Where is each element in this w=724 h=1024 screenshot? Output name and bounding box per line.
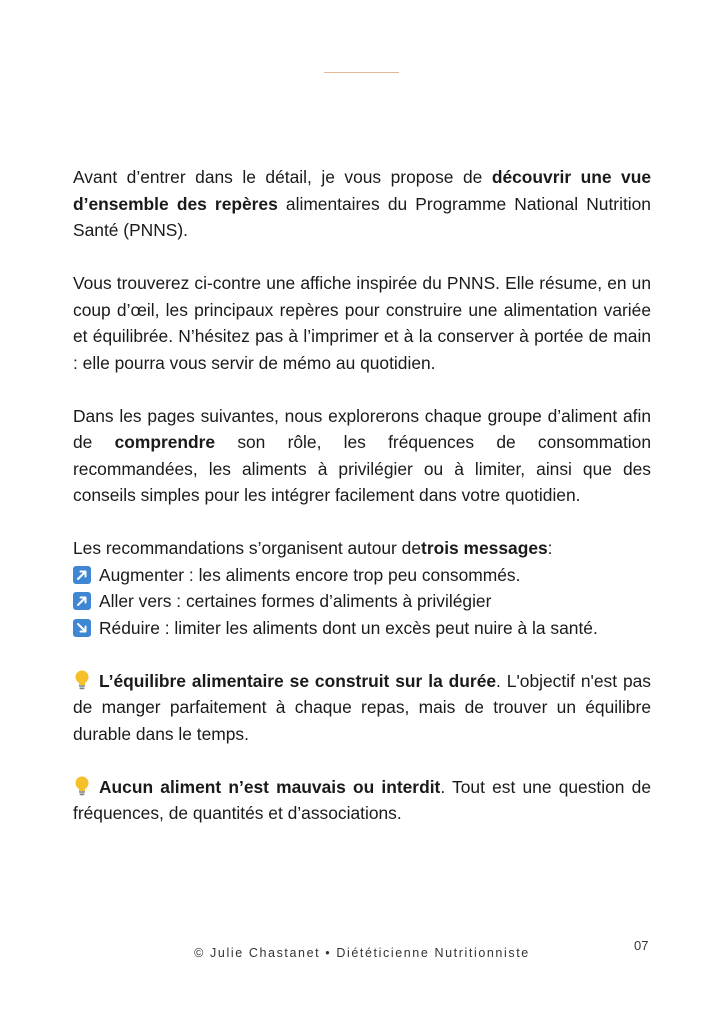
explore-bold-text: comprendre bbox=[114, 432, 216, 452]
message-item-text: Aller vers : certaines formes d’aliments à privilégier bbox=[99, 591, 492, 611]
tip-balance-bold-text: L’équilibre alimentaire se construit sur la durée bbox=[99, 670, 497, 691]
explore-text: Dans les pages suivantes, nous explorerons chaque groupe d’aliment afin de bbox=[73, 405, 651, 452]
messages-bold-text: trois messages bbox=[421, 538, 548, 558]
intro-text-end: alimentaires du Programme National Nutrition Santé (PNNS). bbox=[73, 193, 651, 240]
intro-paragraph bbox=[73, 164, 651, 244]
tip-balance-paragraph bbox=[73, 668, 651, 748]
tip-no-bad-food-bold-text: Aucun aliment n’est mauvais ou interdit bbox=[99, 776, 441, 797]
tip-no-bad-food-paragraph bbox=[73, 774, 651, 827]
intro-bold-text: découvrir une vue d’ensemble des repères bbox=[73, 167, 652, 214]
message-item-text: Augmenter : les aliments encore trop peu consommés. bbox=[99, 564, 521, 585]
message-item-aller-vers bbox=[73, 588, 651, 615]
explore-paragraph bbox=[73, 403, 651, 509]
poster-paragraph: Vous trouverez ci-contre une affiche inspirée du PNNS. Elle résume, en un coup d’œil, les principaux repères pour construire une alimentation variée et équilibrée. N’hésitez pas à l’imprimer et à la conserver à portée de main : elle pourra vous servir de mémo au quotidien. bbox=[73, 273, 651, 373]
footer-credit: © Julie Chastanet • Diététicienne Nutritionniste bbox=[194, 946, 530, 960]
message-item-augmenter bbox=[73, 562, 651, 589]
messages-intro bbox=[73, 535, 651, 562]
arrow-up-right-icon bbox=[73, 592, 91, 610]
tip-balance-text: . L'objectif n'est pas de manger parfaitement à chaque repas, mais de trouver un équilibre durable dans le temps. bbox=[73, 670, 651, 744]
tip-no-bad-food-text: . Tout est une question de fréquences, de quantités et d’associations. bbox=[73, 776, 651, 823]
messages-text-end: : bbox=[547, 538, 553, 558]
arrow-down-right-icon bbox=[73, 619, 91, 637]
explore-text-end: son rôle, les fréquences de consommation recommandées, les aliments à privilégier ou à limiter, ainsi que des conseils simples pour les intégrer facilement dans votre quotidien. bbox=[73, 432, 651, 505]
arrow-up-right-icon bbox=[73, 566, 91, 584]
page-number: 07 bbox=[634, 938, 649, 953]
intro-text: Avant d’entrer dans le détail, je vous propose de bbox=[73, 167, 492, 187]
light-bulb-icon bbox=[73, 669, 91, 691]
message-item-text: Réduire : limiter les aliments dont un excès peut nuire à la santé. bbox=[99, 617, 598, 638]
message-item-reduire bbox=[73, 615, 651, 642]
light-bulb-icon bbox=[73, 775, 91, 797]
top-decorative-rule bbox=[324, 72, 399, 73]
page-content bbox=[73, 164, 651, 853]
messages-section bbox=[73, 535, 651, 641]
messages-text: Les recommandations s’organisent autour de bbox=[73, 538, 422, 558]
